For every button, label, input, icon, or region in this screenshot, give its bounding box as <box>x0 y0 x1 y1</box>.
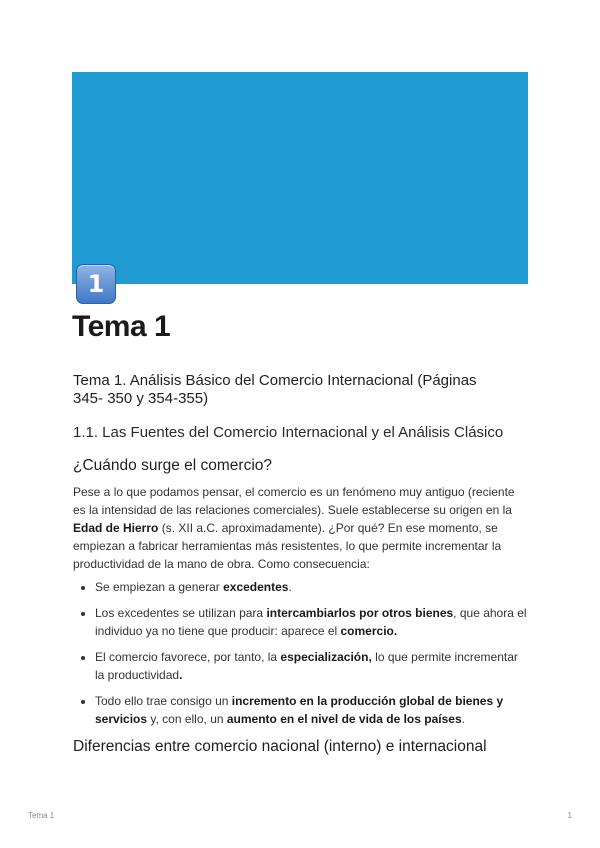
list-item <box>95 648 529 684</box>
badge-number: 1 <box>87 270 105 298</box>
section-title-line-1: Tema 1. Análisis Básico del Comercio Internacional (Páginas <box>73 372 477 389</box>
bullet-list <box>73 578 529 728</box>
bullet-bold: comercio. <box>340 624 398 638</box>
footer-page-number: 1 <box>567 811 572 820</box>
subsection-title: 1.1. Las Fuentes del Comercio Internacional y el Análisis Clásico <box>73 424 504 441</box>
intro-paragraph <box>73 483 529 573</box>
bullet-bold: . <box>179 668 183 682</box>
bullet-text: lo que permite incrementar la productividad <box>95 650 518 682</box>
bullet-bold: aumento en el nivel de vida de los países <box>226 712 462 726</box>
bullet-text: Los excedentes se utilizan para <box>95 606 267 620</box>
bullet-text: . <box>461 712 465 726</box>
bullet-bold: intercambiarlos por otros bienes <box>266 606 454 620</box>
question-heading: ¿Cuándo surge el comercio? <box>73 457 273 474</box>
footer-title: Tema 1 <box>28 811 55 820</box>
bullet-bold: especialización, <box>280 650 372 664</box>
section-title-line-2: 345- 350 y 354-355) <box>73 390 209 407</box>
bullet-text: . <box>288 580 292 594</box>
bullet-bold: incremento en la producción global de bienes y servicios <box>95 694 504 726</box>
bullet-text: El comercio favorece, por tanto, la <box>95 650 281 664</box>
page-title: Tema 1 <box>72 310 171 343</box>
section-title <box>73 372 529 408</box>
intro-bold-1: Edad de Hierro <box>73 521 159 535</box>
next-heading: Diferencias entre comercio nacional (interno) e internacional <box>73 738 487 755</box>
bullet-text: , que ahora el individuo ya no tiene que producir: aparece el <box>95 606 527 638</box>
keycap-1-icon <box>76 264 116 304</box>
intro-text-2: (s. XII a.C. aproximadamente). ¿Por qué? En ese momento, se empiezan a fabricar herramientas más resistentes, lo que permite incrementar la productividad de la mano de obra. Como consecuencia: <box>73 521 502 571</box>
list-item <box>95 604 529 640</box>
document-body <box>73 372 529 757</box>
cover-banner <box>72 72 528 284</box>
bullet-bold: excedentes <box>223 580 289 594</box>
intro-text-1: Pese a lo que podamos pensar, el comercio es un fenómeno muy antiguo (reciente es la intensidad de las relaciones comerciales). Suele establecerse su origen en la <box>73 485 515 517</box>
list-item <box>95 578 529 596</box>
bullet-text: Se empiezan a generar <box>95 580 224 594</box>
bullet-text: y, con ello, un <box>147 712 227 726</box>
list-item <box>95 692 529 728</box>
bullet-text: Todo ello trae consigo un <box>95 694 232 708</box>
